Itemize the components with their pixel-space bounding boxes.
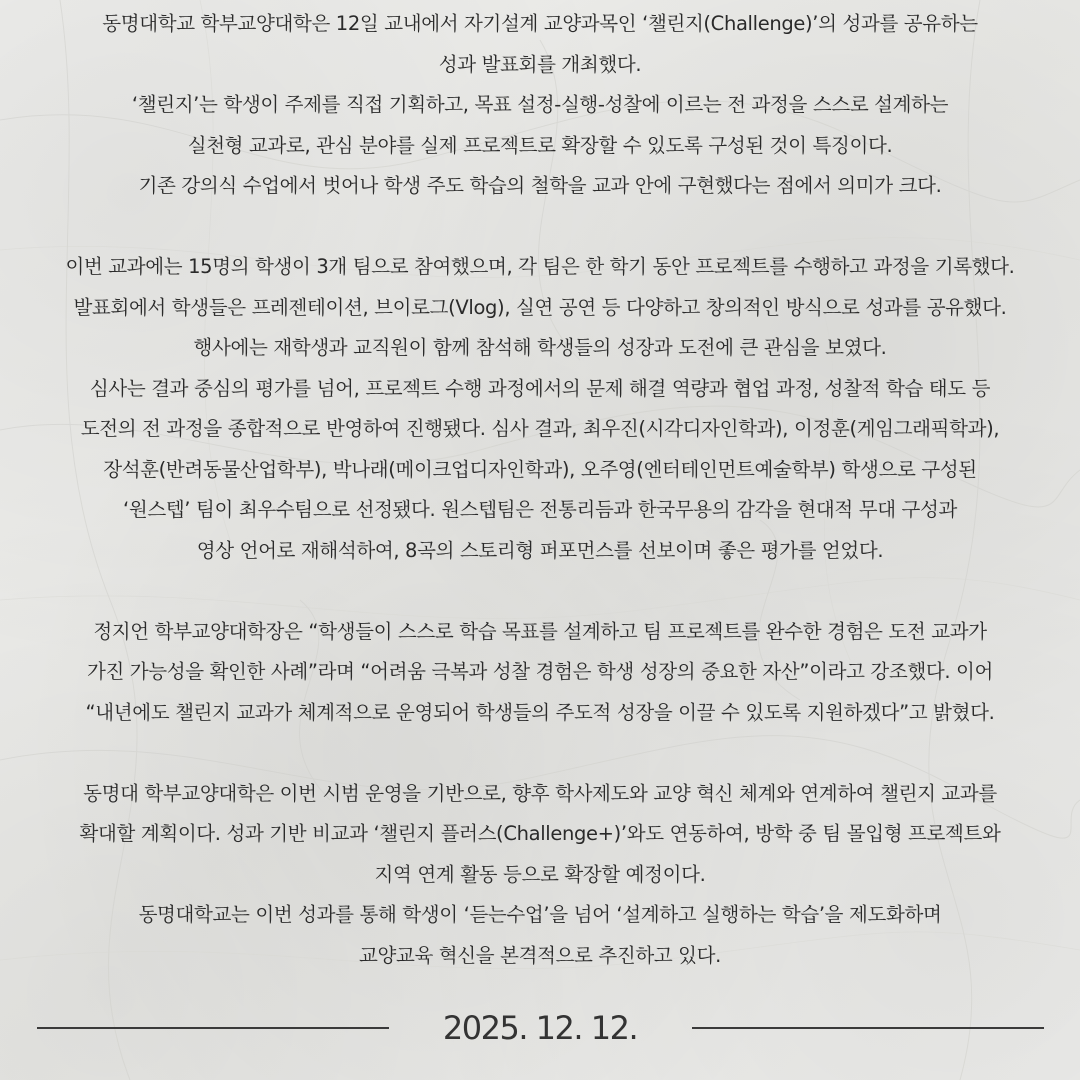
text-line: 발표회에서 학생들은 프레젠테이션, 브이로그(Vlog), 실연 공연 등 다양하고 창의적인 방식으로 성과를 공유했다.: [73, 295, 1007, 319]
paragraph-gap: [0, 207, 1080, 248]
text-line: 영상 언어로 재해석하여, 8곡의 스토리형 퍼포먼스를 선보이며 좋은 평가를 얻었다.: [196, 538, 884, 562]
text-line: 확대할 계획이다. 성과 기반 비교과 ‘챌린지 플러스(Challenge+)’와도 연동하여, 방학 중 팀 몰입형 프로젝트와: [79, 822, 1001, 845]
paragraph-1: [0, 4, 1080, 207]
text-line: 도전의 전 과정을 종합적으로 반영하여 진행됐다. 심사 결과, 최우진(시각디자인학과), 이정훈(게임그래픽학과),: [80, 417, 1000, 440]
text-line: 심사는 결과 중심의 평가를 넘어, 프로젝트 수행 과정에서의 문제 해결 역량과 협업 과정, 성찰적 학습 태도 등: [89, 376, 991, 400]
text-line: 동명대학교 학부교양대학은 12일 교내에서 자기설계 교양과목인 ‘챌린지(Challenge)’의 성과를 공유하는: [102, 12, 978, 35]
paragraph-gap: [0, 733, 1080, 774]
text-line: 장석훈(반려동물산업학부), 박나래(메이크업디자인학과), 오주영(엔터테인먼트예술학부) 학생으로 구성된: [103, 457, 977, 481]
divider-left: [37, 1027, 389, 1029]
divider-right: [692, 1027, 1044, 1029]
publish-date: 2025. 12. 12.: [442, 1009, 638, 1047]
text-line: 동명대학교는 이번 성과를 통해 학생이 ‘듣는수업’을 넘어 ‘설계하고 실행하는 학습’을 제도화하며: [138, 903, 942, 926]
text-line: 가진 가능성을 확인한 사례”라며 “어려움 극복과 성찰 경험은 학생 성장의 중요한 자산”이라고 강조했다. 이어: [86, 660, 994, 683]
text-line: ‘원스텝’ 팀이 최우수팀으로 선정됐다. 원스텝팀은 전통리듬과 한국무용의 감각을 현대적 무대 구성과: [123, 498, 957, 521]
text-line: 교양교육 혁신을 본격적으로 추진하고 있다.: [358, 943, 721, 967]
text-line: 지역 연계 활동 등으로 확장할 예정이다.: [374, 862, 706, 886]
text-line: 실천형 교과로, 관심 분야를 실제 프로젝트로 확장할 수 있도록 구성된 것이 특징이다.: [187, 133, 893, 157]
footer: [0, 1004, 1080, 1052]
paragraph-3: [0, 612, 1080, 734]
article-body: [0, 4, 1080, 976]
text-line: 성과 발표회를 개최했다.: [438, 52, 642, 76]
text-line: 이번 교과에는 15명의 학생이 3개 팀으로 참여했으며, 각 팀은 한 학기 동안 프로젝트를 수행하고 과정을 기록했다.: [65, 255, 1015, 278]
paragraph-2: [0, 247, 1080, 571]
text-line: ‘챌린지’는 학생이 주제를 직접 기획하고, 목표 설정-실행-성찰에 이르는 전 과정을 스스로 설계하는: [131, 93, 949, 116]
text-line: 동명대 학부교양대학은 이번 시범 운영을 기반으로, 향후 학사제도와 교양 혁신 체계와 연계하여 챌린지 교과를: [83, 781, 997, 805]
text-line: 행사에는 재학생과 교직원이 함께 참석해 학생들의 성장과 도전에 큰 관심을 보였다.: [193, 336, 887, 359]
paragraph-gap: [0, 571, 1080, 612]
text-line: 정지언 학부교양대학장은 “학생들이 스스로 학습 목표를 설계하고 팀 프로젝트를 완수한 경험은 도전 교과가: [93, 619, 987, 643]
text-line: 기존 강의식 수업에서 벗어나 학생 주도 학습의 철학을 교과 안에 구현했다는 점에서 의미가 크다.: [138, 174, 942, 197]
text-line: “내년에도 챌린지 교과가 체계적으로 운영되어 학생들의 주도적 성장을 이끌 수 있도록 지원하겠다”고 밝혔다.: [85, 700, 995, 724]
paragraph-4: [0, 774, 1080, 977]
